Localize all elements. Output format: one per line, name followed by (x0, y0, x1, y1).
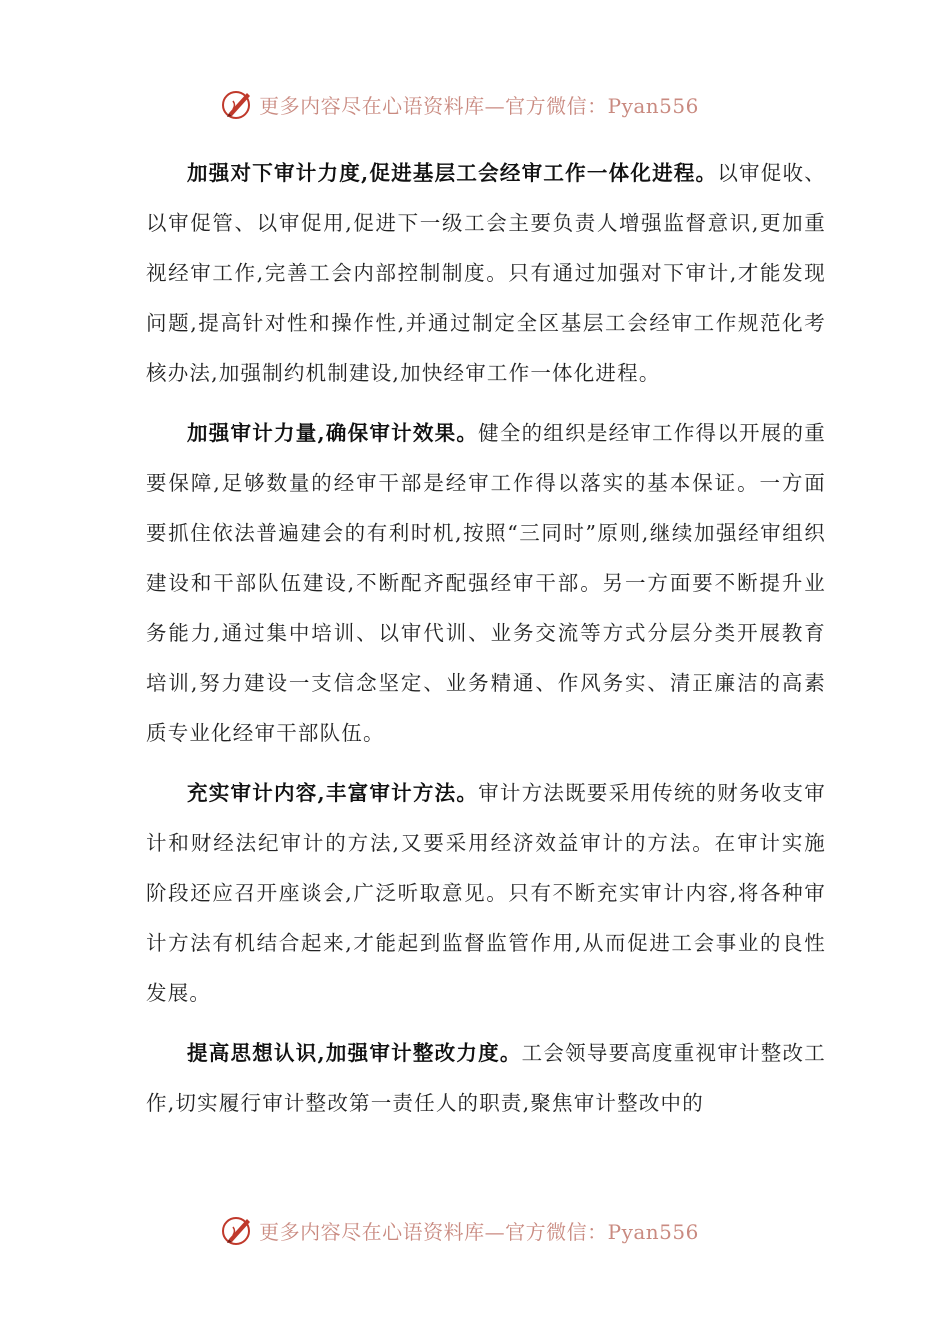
footer-watermark (0, 1210, 950, 1250)
paragraph-text: 工会领导要高度重视审计整改工作,切实履行审计整改第一责任人的职责,聚焦审计整改中的 (146, 1041, 826, 1115)
document-body (146, 148, 826, 1138)
paragraph-heading: 充实审计内容,丰富审计方法。 (187, 781, 479, 805)
paragraph-4 (146, 1028, 826, 1128)
paragraph-1 (146, 148, 826, 398)
pen-logo-icon (221, 1213, 255, 1247)
paragraph-text: 以审促收、以审促管、以审促用,促进下一级工会主要负责人增强监督意识,更加重视经审工作,完善工会内部控制制度。只有通过加强对下审计,才能发现问题,提高针对性和操作性,并通过制定全区基层工会经审工作规范化考核办法,加强制约机制建设,加快经审工作一体化进程。 (146, 161, 826, 385)
paragraph-2 (146, 408, 826, 758)
paragraph-text: 健全的组织是经审工作得以开展的重要保障,足够数量的经审干部是经审工作得以落实的基本保证。一方面要抓住依法普遍建会的有利时机,按照“三同时”原则,继续加强经审组织建设和干部队伍建设,不断配齐配强经审干部。另一方面要不断提升业务能力,通过集中培训、以审代训、业务交流等方式分层分类开展教育培训,努力建设一支信念坚定、业务精通、作风务实、清正廉洁的高素质专业化经审干部队伍。 (146, 421, 826, 745)
paragraph-3 (146, 768, 826, 1018)
header-watermark (0, 84, 950, 124)
paragraph-heading: 加强对下审计力度,促进基层工会经审工作一体化进程。 (187, 161, 718, 185)
paragraph-heading: 提高思想认识,加强审计整改力度。 (187, 1041, 522, 1065)
paragraph-heading: 加强审计力量,确保审计效果。 (187, 421, 479, 445)
watermark-text: 更多内容尽在心语资料库—官方微信：Pyan556 (259, 93, 699, 118)
watermark-text: 更多内容尽在心语资料库—官方微信：Pyan556 (259, 1219, 699, 1244)
pen-logo-icon (221, 87, 255, 121)
paragraph-text: 审计方法既要采用传统的财务收支审计和财经法纪审计的方法,又要采用经济效益审计的方法。在审计实施阶段还应召开座谈会,广泛听取意见。只有不断充实审计内容,将各种审计方法有机结合起来,才能起到监督监管作用,从而促进工会事业的良性发展。 (146, 781, 826, 1005)
